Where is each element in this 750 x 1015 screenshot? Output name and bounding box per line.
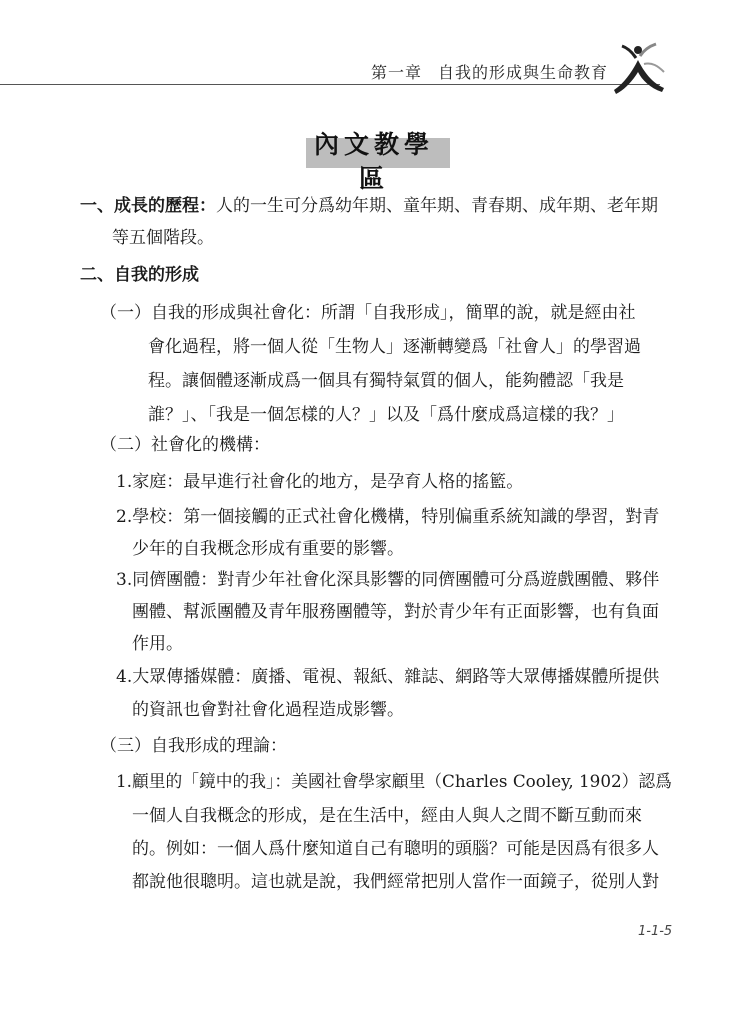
item1-line1 [80,193,658,219]
sub1-line2: 會化過程，將一個人從「生物人」逐漸轉變爲「社會人」的學習過 [148,337,641,357]
sub3-line1: 1.顧里的「鏡中的我」：美國社會學家顧里（Charles Cooley, 1902）認爲 [116,772,672,792]
item2-label: 二、自我的形成 [80,265,199,285]
sub2-line3: 少年的自我概念形成有重要的影響。 [132,539,404,559]
page-number: 1-1-5 [638,924,673,939]
sub3-line2: 一個人自我概念的形成，是在生活中，經由人與人之間不斷互動而來 [132,806,642,826]
runner-logo-icon [606,38,668,98]
sub1-line3: 程。讓個體逐漸成爲一個具有獨特氣質的個人，能夠體認「我是 [148,371,624,391]
sub3-line3: 的。例如：一個人爲什麼知道自己有聰明的頭腦？可能是因爲有很多人 [132,839,659,859]
sub3-line4: 都說他很聰明。這也就是說，我們經常把別人當作一面鏡子，從別人對 [132,872,659,892]
sub2-line5: 團體、幫派團體及青年服務團體等，對於青少年有正面影響，也有負面 [132,602,659,622]
running-header [371,60,608,83]
section-title [302,128,446,193]
sub3-heading: （三）自我形成的理論： [100,736,287,756]
chapter-title: 自我的形成與生命教育 [437,63,608,82]
item1-label: 一、成長的歷程： [80,196,216,216]
sub2-line7: 4.大眾傳播媒體：廣播、電視、報紙、雜誌、網路等大眾傳播媒體所提供 [116,667,660,687]
header-rule [0,84,660,85]
sub2-line2: 2.學校：第一個接觸的正式社會化機構，特別偏重系統知識的學習，對青 [116,507,660,527]
item1-text2: 等五個階段。 [112,228,214,248]
sub2-line6: 作用。 [132,634,183,654]
sub2-line4: 3.同儕團體：對青少年社會化深具影響的同儕團體可分爲遊戲團體、夥伴 [116,570,660,590]
sub2-line1: 1.家庭：最早進行社會化的地方，是孕育人格的搖籃。 [116,472,524,492]
sub2-heading: （二）社會化的機構： [100,435,270,455]
sub1-line4: 誰？」、「我是一個怎樣的人？」以及「爲什麼成爲這樣的我？」 [148,405,624,425]
sub1-line1: （一）自我的形成與社會化：所謂「自我形成」，簡單的說，就是經由社 [100,303,636,323]
section-title-text: 內文教學區 [313,130,434,193]
chapter-number: 第一章 [370,63,422,82]
sub2-line8: 的資訊也會對社會化過程造成影響。 [132,700,404,720]
item1-text1: 人的一生可分爲幼年期、童年期、青春期、成年期、老年期 [216,196,658,216]
